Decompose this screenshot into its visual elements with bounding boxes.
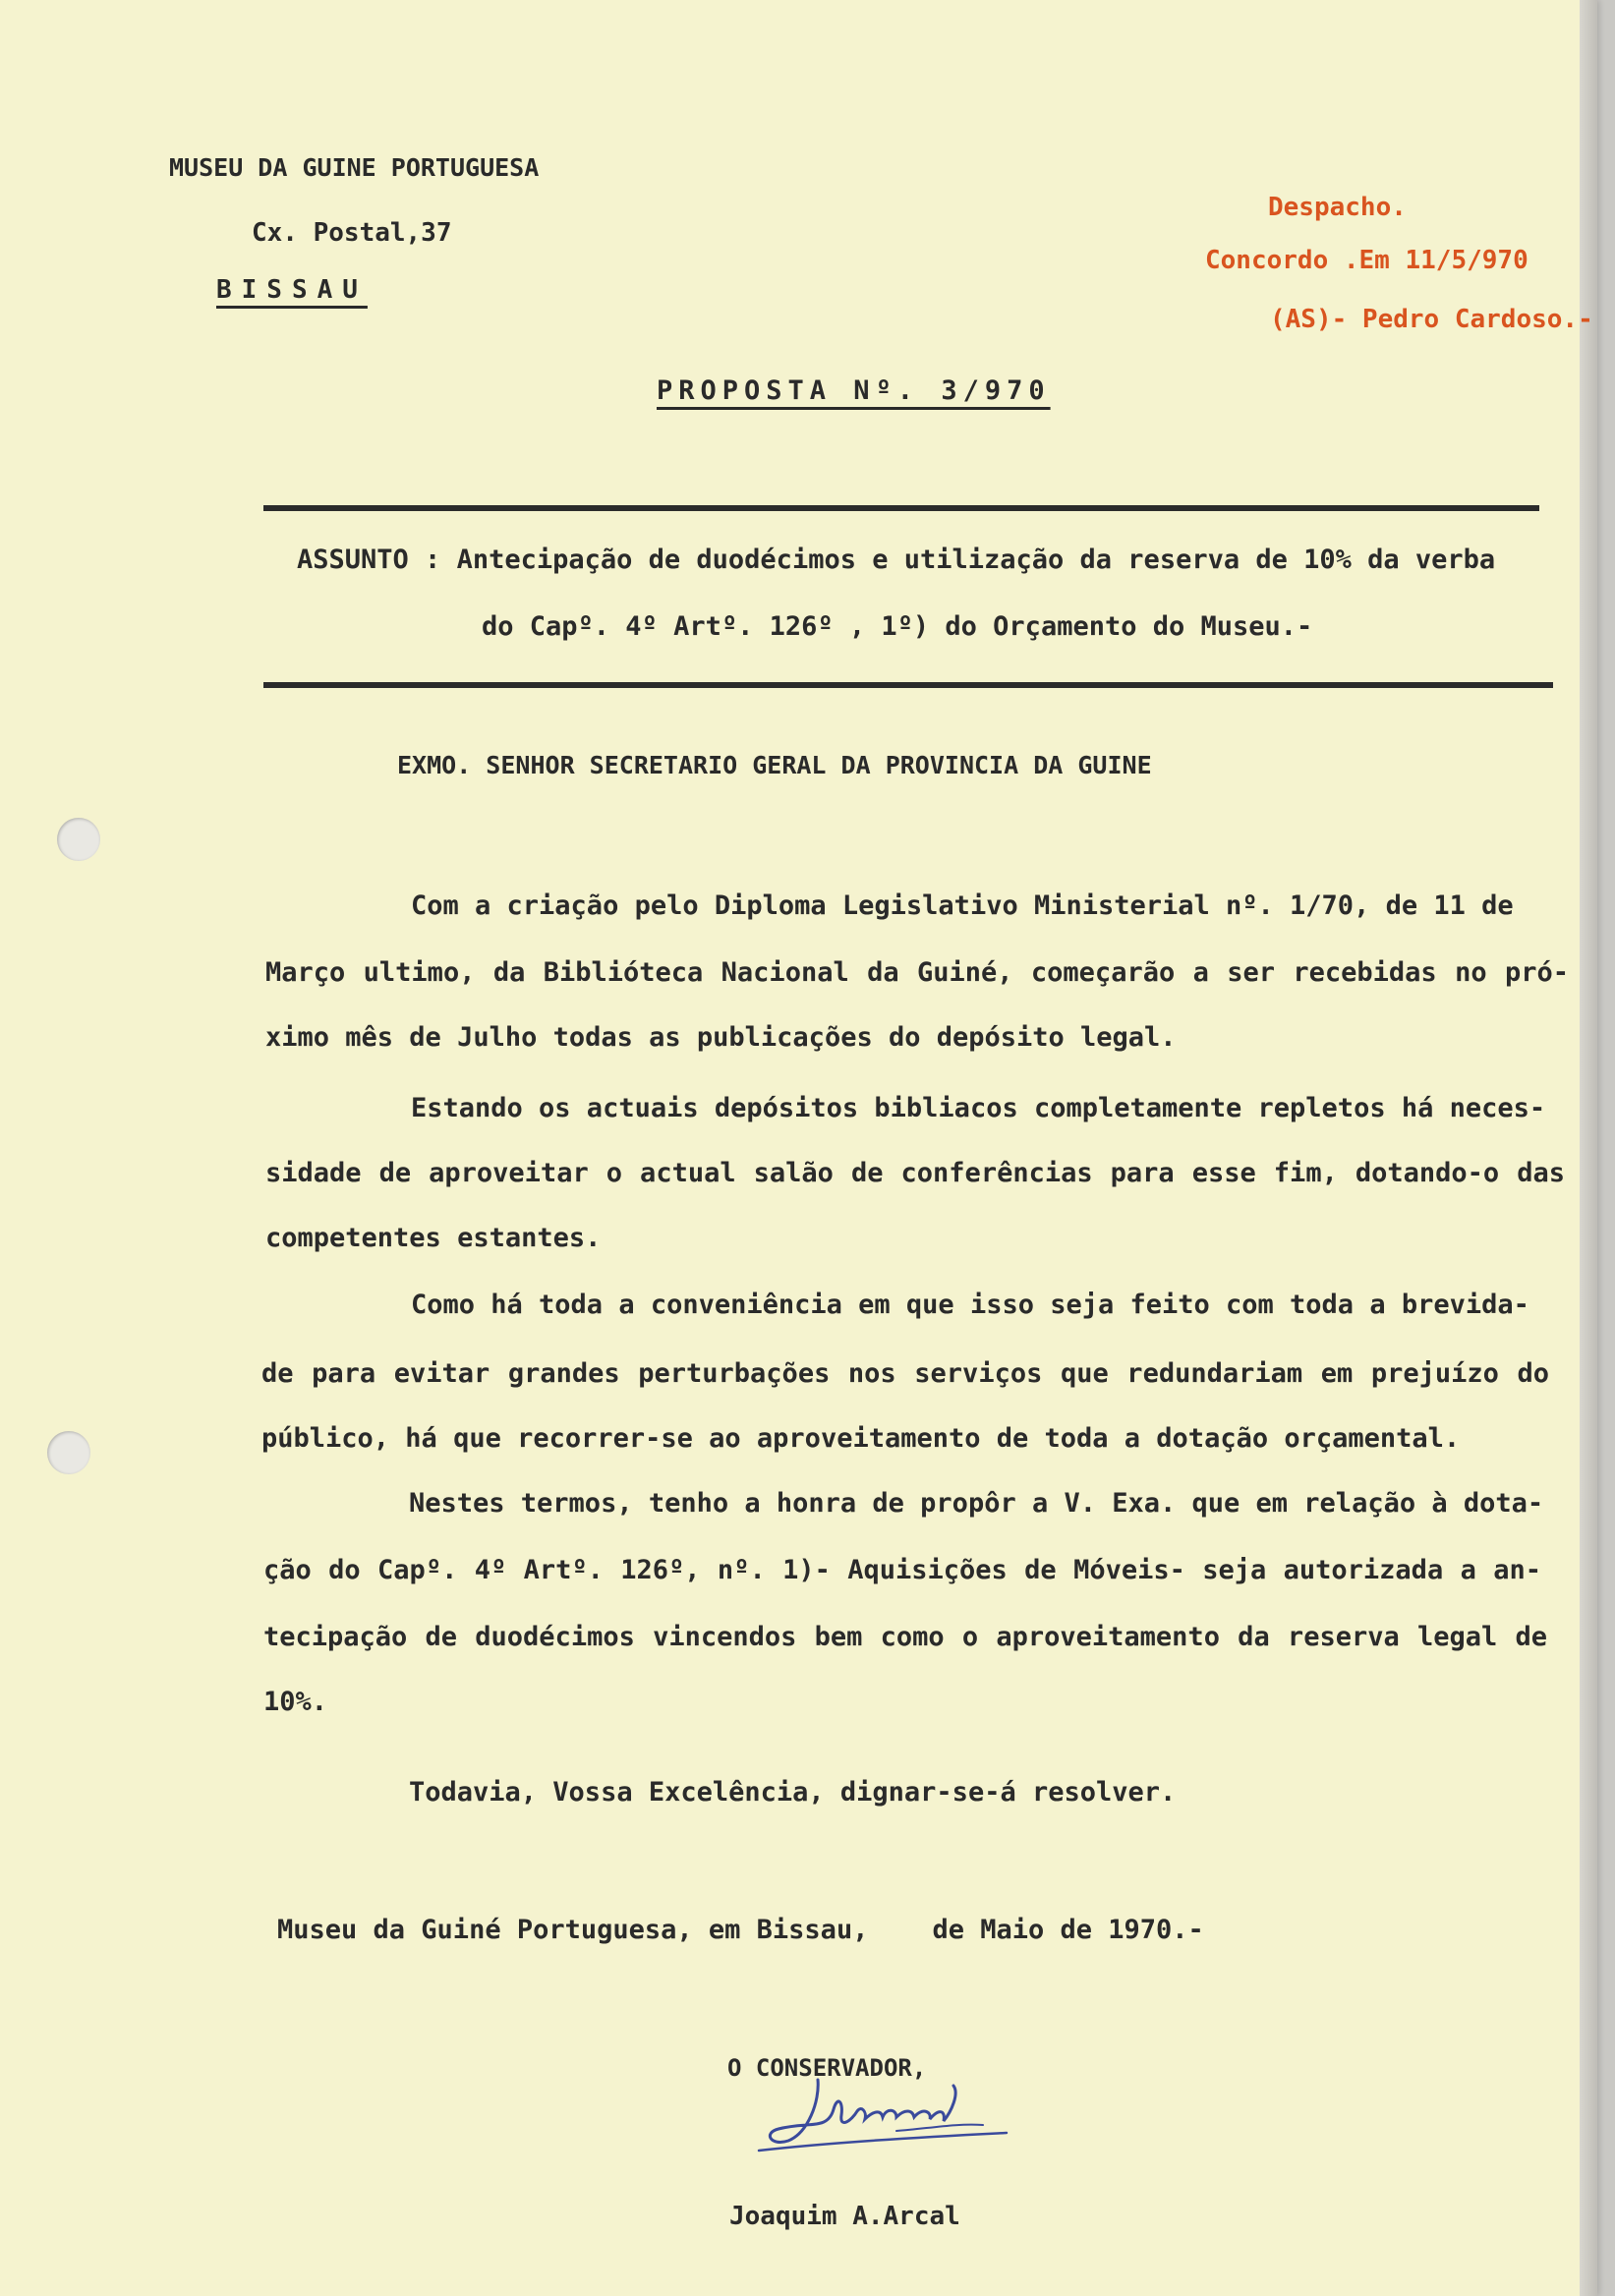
p3-line-2: de para evitar grandes perturbações nos serviços que redundariam em prejuízo do [261, 1358, 1549, 1389]
city: BISSAU [216, 275, 368, 305]
p4-line-1: Nestes termos, tenho a honra de propôr a V. Exa. que em relação à dota- [409, 1488, 1544, 1519]
punch-hole-bottom [47, 1431, 90, 1474]
org-name: MUSEU DA GUINE PORTUGUESA [169, 153, 540, 182]
p1-line-3: ximo mês de Julho todas as publicações do depósito legal. [265, 1022, 1177, 1053]
despacho-title: Despacho. [1268, 193, 1407, 222]
p2-line-2: sidade de aproveitar o actual salão de conferências para esse fim, dotando-o das [265, 1158, 1565, 1188]
conservator-role: O CONSERVADOR, [727, 2054, 927, 2082]
page-title: PROPOSTA Nº. 3/970 [657, 375, 1051, 406]
despacho-concordo: Concordo .Em 11/5/970 [1205, 246, 1528, 275]
assunto-line-2: do Capº. 4º Artº. 126º , 1º) do Orçamento do Museu.- [482, 611, 1313, 642]
paper-edge [1580, 0, 1597, 2296]
postal-box: Cx. Postal,37 [252, 218, 452, 248]
conservator-name: Joaquim A.Arcal [729, 2202, 960, 2231]
place-date: Museu da Guiné Portuguesa, em Bissau, de Maio de 1970.- [277, 1915, 1204, 1945]
p5-line-1: Todavia, Vossa Excelência, dignar-se-á resolver. [409, 1777, 1177, 1808]
p3-line-1: Como há toda a conveniência em que isso seja feito com toda a brevida- [411, 1290, 1529, 1320]
p1-line-2: Março ultimo, da Biblióteca Nacional da Guiné, começarão a ser recebidas no pró- [265, 957, 1569, 988]
bottom-rule [263, 682, 1553, 688]
p4-line-3: tecipação de duodécimos vincendos bem como o aproveitamento da reserva legal de [263, 1622, 1547, 1652]
top-rule [263, 505, 1539, 511]
assunto-text-1: Antecipação de duodécimos e utilização da reserva de 10% da verba [456, 545, 1496, 575]
assunto-label: ASSUNTO : [297, 545, 441, 575]
signature [749, 2072, 1024, 2170]
p2-line-3: competentes estantes. [265, 1223, 602, 1253]
salutation: EXMO. SENHOR SECRETARIO GERAL DA PROVINCIA DA GUINE [397, 751, 1152, 779]
despacho-signed: (AS)- Pedro Cardoso.- [1270, 305, 1593, 334]
p4-line-4: 10%. [263, 1687, 328, 1717]
p1-line-1: Com a criação pelo Diploma Legislativo Ministerial nº. 1/70, de 11 de [411, 890, 1514, 921]
assunto-line-1 [297, 545, 1495, 575]
punch-hole-top [57, 818, 100, 861]
p2-line-1: Estando os actuais depósitos bibliacos completamente repletos há neces- [411, 1093, 1546, 1123]
p3-line-3: público, há que recorrer-se ao aproveitamento de toda a dotação orçamental. [261, 1423, 1461, 1454]
p4-line-2: ção do Capº. 4º Artº. 126º, nº. 1)- Aquisições de Móveis- seja autorizada a an- [263, 1555, 1541, 1585]
